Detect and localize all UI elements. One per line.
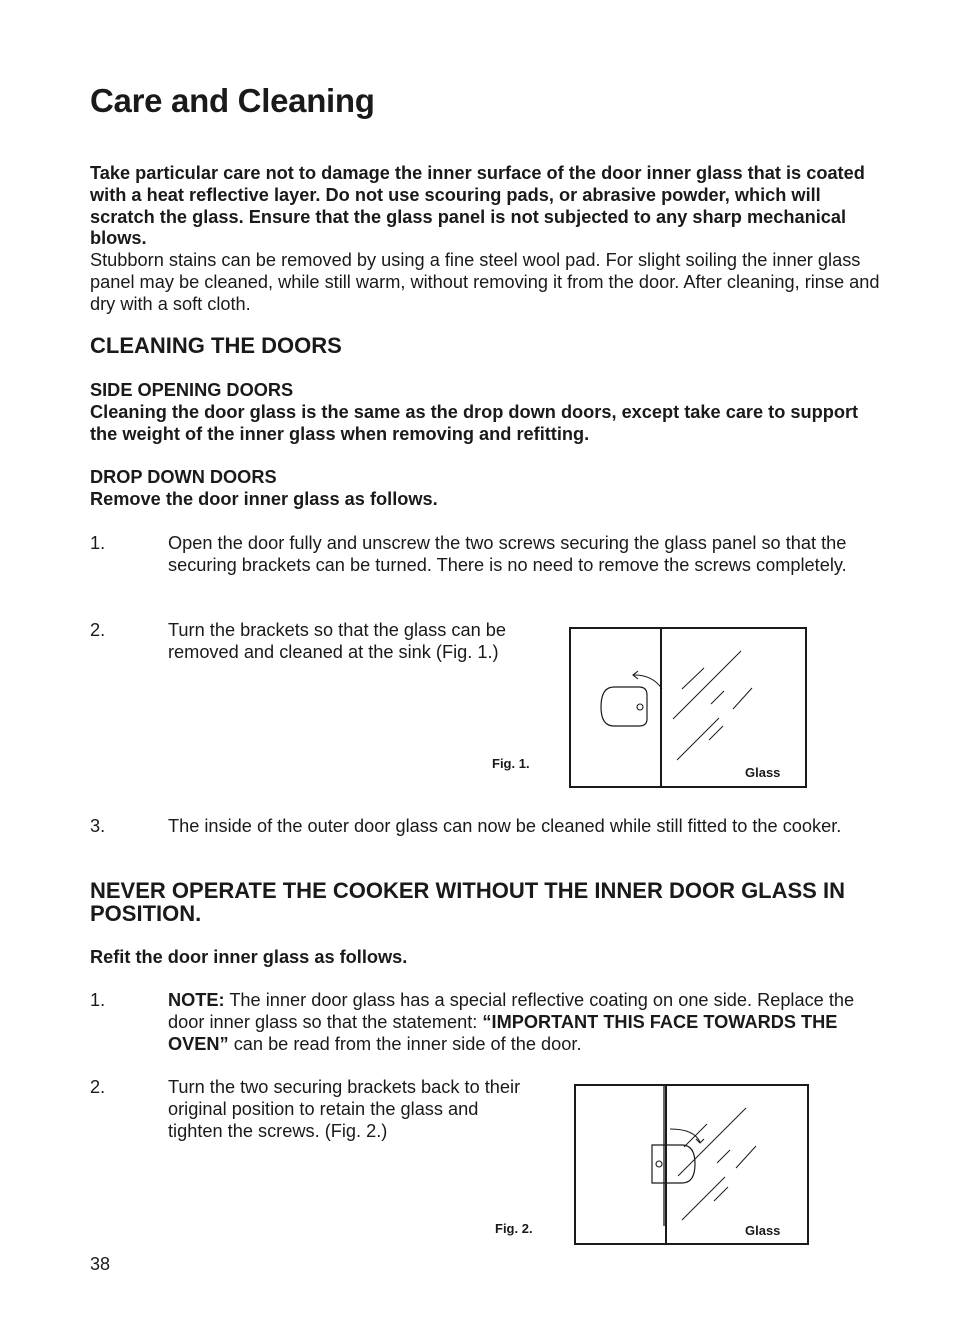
step-number: 2. — [90, 620, 106, 640]
important-statement: “IMPORTANT THIS FACE TOWARDS THE OVEN” — [168, 1011, 838, 1054]
intro-body: Stubborn stains can be removed by using a fine steel wool pad. For slight soiling the inner glass panel may be cleaned, while still warm, without removing it from the door. After cleaning, rinse and dry with a soft cloth. — [90, 250, 880, 314]
figure-2-diagram — [574, 1084, 810, 1246]
step-text: The inside of the outer door glass can now be cleaned while still fitted to the cooker. — [168, 816, 842, 836]
refit-intro: Refit the door inner glass as follows. — [90, 947, 408, 967]
bracket-icon — [601, 687, 647, 726]
glass-label: Glass — [745, 765, 781, 780]
figure-caption: Fig. 1. — [492, 756, 530, 771]
step-number: 1. — [90, 990, 106, 1010]
drop-doors-heading: DROP DOWN DOORS — [90, 467, 277, 487]
figure-caption: Fig. 2. — [495, 1221, 533, 1236]
screw-icon — [637, 704, 643, 710]
warning-heading: NEVER OPERATE THE COOKER WITHOUT THE INNER DOOR GLASS IN POSITION. — [90, 878, 845, 926]
note-label: NOTE: — [168, 990, 225, 1010]
page-title: Care and Cleaning — [90, 82, 375, 119]
side-doors-heading: SIDE OPENING DOORS — [90, 380, 294, 400]
door-frame — [575, 1085, 808, 1244]
section-heading: CLEANING THE DOORS — [90, 333, 342, 358]
glass-label: Glass — [745, 1223, 781, 1238]
drop-doors-intro: Remove the door inner glass as follows. — [90, 489, 438, 509]
intro-warning: Take particular care not to damage the inner surface of the door inner glass that is coated with a heat reflective layer. Do not use scouring pads, or abrasive powder, which will scratch the glass. Ensure that the glass panel is not subjected to any sharp mechanical blows. — [90, 163, 865, 249]
note-text-b: can be read from the inner side of the door. — [228, 1033, 582, 1054]
step-text: Open the door fully and unscrew the two screws securing the glass panel so that the securing brackets can be turned. There is no need to remove the screws completely. — [168, 533, 847, 575]
step-number: 2. — [90, 1077, 106, 1097]
side-doors-text: Cleaning the door glass is the same as the drop down doors, except take care to support the weight of the inner glass when removing and refitting. — [90, 402, 859, 444]
page-number: 38 — [90, 1254, 111, 1274]
bracket-icon — [652, 1145, 695, 1183]
screw-icon — [656, 1161, 662, 1167]
step-text: Turn the brackets so that the glass can be removed and cleaned at the sink (Fig. 1.) — [168, 620, 507, 662]
step-number: 1. — [90, 533, 106, 553]
figure-1-diagram — [569, 627, 807, 788]
step-text: Turn the two securing brackets back to their original position to retain the glass and tighten the screws. (Fig. 2.) — [168, 1077, 521, 1141]
step-number: 3. — [90, 816, 106, 836]
note-text-a: The inner door glass has a special reflective coating on one side. Replace the door inner glass so that the statement: — [168, 990, 855, 1032]
step-text — [168, 990, 873, 1055]
door-frame — [570, 628, 806, 787]
